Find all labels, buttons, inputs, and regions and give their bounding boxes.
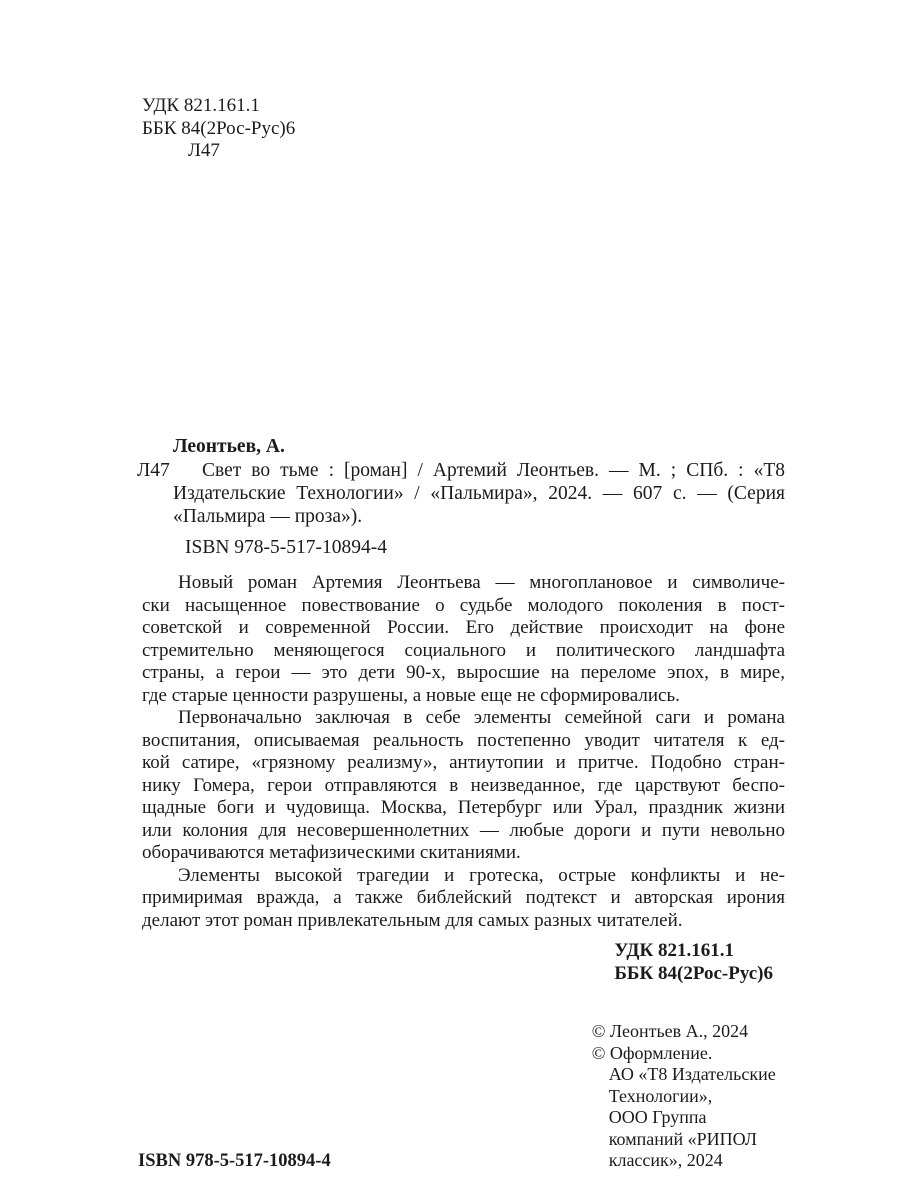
footer-classification-block xyxy=(614,940,773,985)
text-line: делают этот роман привлекательным для самых разных читателей. xyxy=(142,909,683,931)
text-line: нику Гомера, герои отправляются в неизведанное, где царствуют беспо- xyxy=(142,774,785,796)
footer-classification-wrap xyxy=(142,940,785,985)
text-line: советской и современной России. Его действие происходит на фоне xyxy=(142,617,785,638)
publisher-line-2: ООО Группа компаний «РИПОЛ классик», 2024 xyxy=(608,1107,757,1170)
copyright-author-line: © Леонтьев А., 2024 xyxy=(591,1021,749,1041)
text-line: щадные боги и чудовища. Москва, Петербург или Урал, праздник жизни xyxy=(142,797,785,818)
publisher-line-1: АО «Т8 Издательские Технологии», xyxy=(608,1064,776,1106)
author-sign-hanging: Л47 xyxy=(137,459,170,481)
text-line: кой сатире, «грязному реализму», антиутопии и притче. Подобно стран- xyxy=(142,752,785,773)
text-line: страны, а герои — это дети 90-х, выросшие на переломе эпох, в мире, xyxy=(142,662,785,683)
udk-code-footer: УДК 821.161.1 xyxy=(614,940,734,961)
text-line: ски насыщенное повествование о судьбе молодого поколения в пост- xyxy=(142,594,785,616)
imprint-block xyxy=(138,1021,785,1172)
isbn-line: ISBN 978-5-517-10894-4 xyxy=(185,536,388,558)
text-line: Свет во тьме : [роман] / Артемий Леонтьев. — М. ; СПб. : «Т8 xyxy=(202,459,785,481)
author-sign: Л47 xyxy=(188,140,220,161)
annotation-paragraph-2 xyxy=(142,707,785,865)
text-line: Элементы высокой трагедии и гротеска, острые конфликты и не- xyxy=(178,864,785,886)
text-line: стремительно меняющегося социального и политического ландшафта xyxy=(142,639,785,661)
copyright-design-line: © Оформление. xyxy=(591,1042,713,1063)
text-line: где старые ценности разрушены, а новые еще не сформировались. xyxy=(142,684,680,706)
bbk-code: ББК 84(2Рос-Рус)6 xyxy=(142,117,296,139)
text-line: «Пальмира — проза»). xyxy=(173,505,363,527)
text-line: Новый роман Артемия Леонтьева — многоплановое и символиче- xyxy=(178,572,785,593)
text-column xyxy=(137,95,785,1172)
catalog-record-lines xyxy=(173,459,785,528)
annotation-paragraph-3 xyxy=(142,865,785,933)
catalog-record xyxy=(137,459,785,528)
text-line: примиримая вражда, а также библейский подтекст и авторская ирония xyxy=(142,887,785,908)
text-line: Издательские Технологии» / «Пальмира», 2024. — 607 с. — (Серия xyxy=(173,482,785,504)
text-line: или колония для несовершеннолетних — любые дороги и пути невольно xyxy=(142,819,785,841)
text-line: воспитания, описываемая реальность постепенно уводит читателя к ед- xyxy=(142,729,785,751)
header-classification-block xyxy=(142,95,785,163)
bbk-code-footer: ББК 84(2Рос-Рус)6 xyxy=(614,962,773,984)
text-line: оборачиваются метафизическими скитаниями. xyxy=(142,842,521,863)
udk-code: УДК 821.161.1 xyxy=(142,95,260,116)
annotation-paragraph-1 xyxy=(142,572,785,707)
author-heading: Леонтьев, А. xyxy=(173,435,285,457)
imprint-isbn: ISBN 978-5-517-10894-4 xyxy=(138,1150,331,1171)
text-line: Первоначально заключая в себе элементы семейной саги и романа xyxy=(178,707,785,728)
copyright-block xyxy=(592,1021,785,1172)
